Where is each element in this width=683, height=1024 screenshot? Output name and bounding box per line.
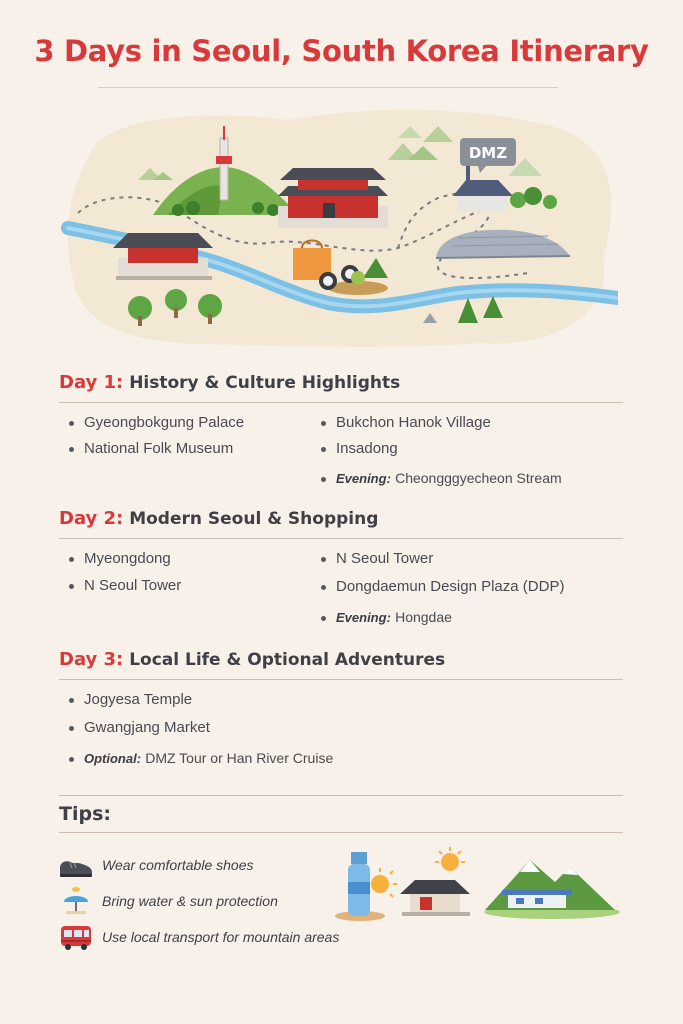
tips-divider-top — [59, 795, 623, 796]
list-item: Insadong — [336, 440, 398, 457]
evening-label: Evening: — [336, 471, 391, 486]
day-3-optional-item — [84, 750, 333, 767]
day-1-label: Day 1: — [59, 372, 124, 393]
tips-divider-bottom — [59, 832, 623, 833]
day-3-title: Local Life & Optional Adventures — [129, 650, 446, 670]
evening-value: Cheongggyecheon Stream — [395, 470, 562, 486]
day-1-heading — [59, 372, 623, 403]
shoe-icon — [58, 850, 94, 880]
day-3-label: Day 3: — [59, 649, 124, 670]
day-1-evening-item — [336, 470, 562, 487]
optional-label: Optional: — [84, 751, 142, 766]
list-item: Myeongdong — [84, 550, 171, 567]
evening-value: Hongdae — [395, 609, 452, 625]
list-item: National Folk Museum — [84, 440, 234, 457]
page-title: 3 Days in Seoul, South Korea Itinerary — [34, 34, 649, 68]
list-item: Dongdaemun Design Plaza (DDP) — [336, 578, 565, 595]
tip-text: Bring water & sun protection — [102, 893, 278, 909]
day-3-heading — [59, 649, 623, 680]
list-item: N Seoul Tower — [336, 550, 434, 567]
tips-illustration — [330, 842, 620, 932]
seoul-map-illustration — [58, 98, 618, 350]
list-item: Jogyesa Temple — [84, 691, 193, 708]
day-2-label: Day 2: — [59, 508, 124, 529]
list-item: Gwangjang Market — [84, 719, 210, 736]
bus-icon — [58, 922, 94, 952]
optional-value: DMZ Tour or Han River Cruise — [145, 750, 334, 766]
day-2-evening-item — [336, 609, 452, 626]
day-2-heading — [59, 508, 623, 539]
tips-heading: Tips: — [59, 803, 111, 825]
list-item: N Seoul Tower — [84, 577, 182, 594]
list-item: Gyeongbokgung Palace — [84, 414, 245, 431]
evening-label: Evening: — [336, 610, 391, 625]
dmz-label: DMZ — [468, 144, 508, 162]
day-1-title: History & Culture Highlights — [129, 373, 401, 393]
day-2-title: Modern Seoul & Shopping — [129, 509, 379, 529]
tip-text: Wear comfortable shoes — [102, 857, 254, 873]
water-sun-icon — [58, 886, 94, 916]
tip-text: Use local transport for mountain areas — [102, 929, 340, 945]
list-item: Bukchon Hanok Village — [336, 414, 491, 431]
title-divider — [98, 87, 558, 88]
